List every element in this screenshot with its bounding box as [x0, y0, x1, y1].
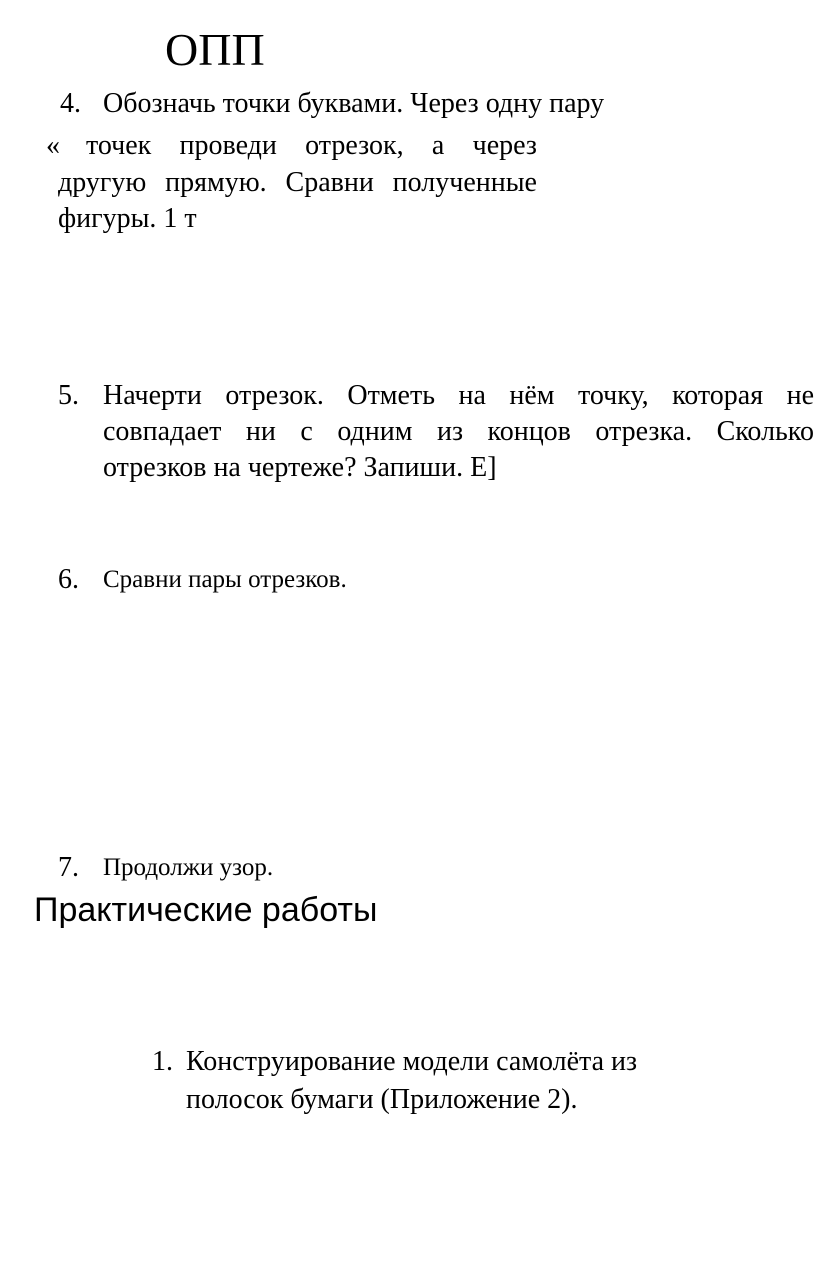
practical-work-1-line-1: Конструирование модели самолёта из [186, 1046, 638, 1077]
section-heading: Практические работы [34, 891, 378, 929]
task-5-line-1: Начерти отрезок. Отметь на нём точку, которая не [103, 380, 814, 411]
task-6-number: 6. [58, 564, 79, 595]
practical-work-1-number: 1. [152, 1046, 173, 1077]
task-5-line-3: отрезков на чертеже? Запиши. Е] [103, 452, 497, 483]
page-title: ОПП [165, 24, 265, 75]
task-4-line-1: Обозначь точки буквами. Через одну пару [103, 88, 605, 119]
task-4-line-4: фигуры. 1 т [58, 203, 197, 234]
practical-work-1-line-2: полосок бумаги (Приложение 2). [186, 1084, 578, 1115]
task-6-text: Сравни пары отрезков. [103, 566, 347, 593]
task-5-line-2: совпадает ни с одним из концов отрезка. Сколько [103, 416, 814, 447]
task-5-number: 5. [58, 380, 79, 411]
task-4-line-2: точек проведи отрезок, а через [86, 130, 537, 161]
task-4-quote-mark: « [46, 130, 60, 161]
task-7-number: 7. [58, 852, 79, 883]
task-7-text: Продолжи узор. [103, 854, 274, 881]
task-4-line-3: другую прямую. Сравни полученные [58, 167, 537, 198]
task-4-number: 4. [60, 88, 81, 119]
